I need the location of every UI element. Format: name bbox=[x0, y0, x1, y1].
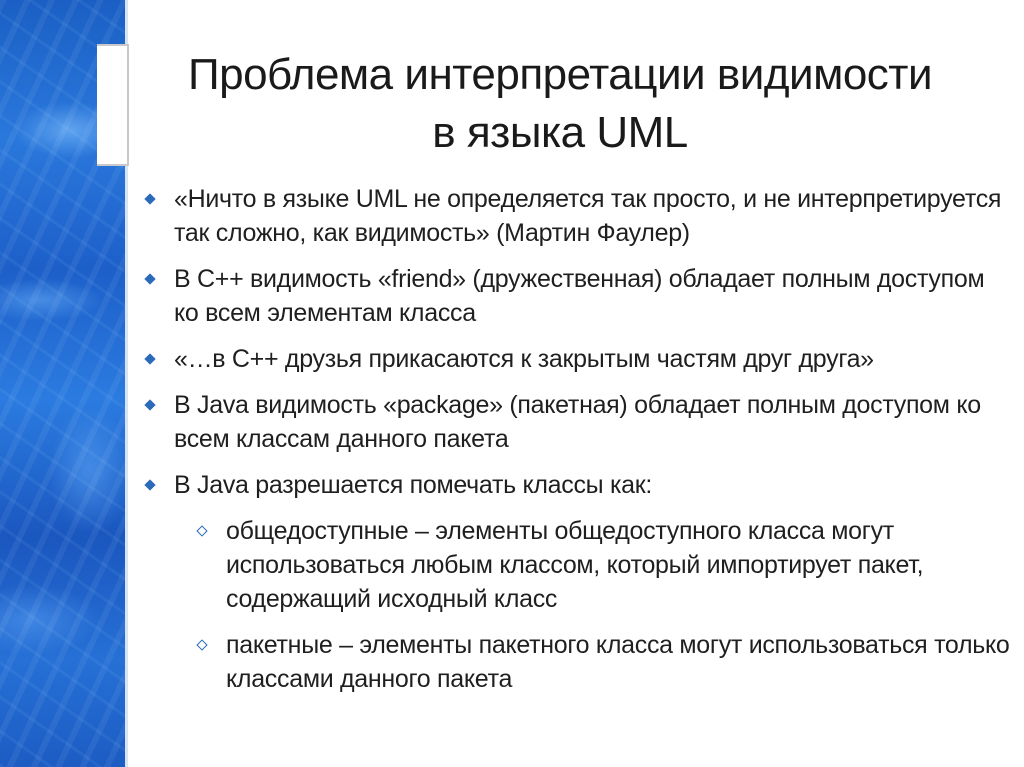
list-item-text: «…в С++ друзья прикасаются к закрытым частям друг друга» bbox=[174, 345, 874, 373]
title-line-2: в языка UML bbox=[432, 108, 688, 157]
slide-title bbox=[140, 46, 980, 162]
list-item-text: В Java разрешается помечать классы как: bbox=[174, 471, 653, 499]
list-item bbox=[142, 182, 1012, 250]
list-item bbox=[142, 388, 1012, 456]
hollow-diamond-bullet-icon bbox=[196, 639, 207, 650]
sub-list-item-text: пакетные – элементы пакетного класса могут использоваться только классами данного пакета bbox=[226, 631, 1010, 693]
diamond-bullet-icon bbox=[144, 479, 155, 490]
list-item-text: «Ничто в языке UML не определяется так просто, и не интерпретируется так сложно, как видимость» (Мартин Фаулер) bbox=[174, 185, 1002, 247]
list-item-text: В С++ видимость «friend» (дружественная) обладает полным доступом ко всем элементам класса bbox=[174, 265, 985, 327]
diamond-bullet-icon bbox=[144, 273, 155, 284]
bullet-list bbox=[142, 182, 1012, 708]
list-item bbox=[142, 342, 1012, 376]
diamond-bullet-icon bbox=[144, 353, 155, 364]
title-line-1: Проблема интерпретации видимости bbox=[187, 50, 933, 99]
diamond-bullet-icon bbox=[144, 193, 155, 204]
hollow-diamond-bullet-icon bbox=[196, 525, 207, 536]
sub-list-item bbox=[142, 628, 1012, 696]
list-item-text: В Java видимость «package» (пакетная) обладает полным доступом ко всем классам данного пакета bbox=[174, 391, 981, 453]
sub-list-item bbox=[142, 514, 1012, 616]
list-item bbox=[142, 262, 1012, 330]
diamond-bullet-icon bbox=[144, 399, 155, 410]
title-frame bbox=[97, 44, 129, 166]
list-item bbox=[142, 468, 1012, 502]
sub-list-item-text: общедоступные – элементы общедоступного класса могут использоваться любым классом, который импортирует пакет, содержащий исходный класс bbox=[226, 517, 924, 613]
